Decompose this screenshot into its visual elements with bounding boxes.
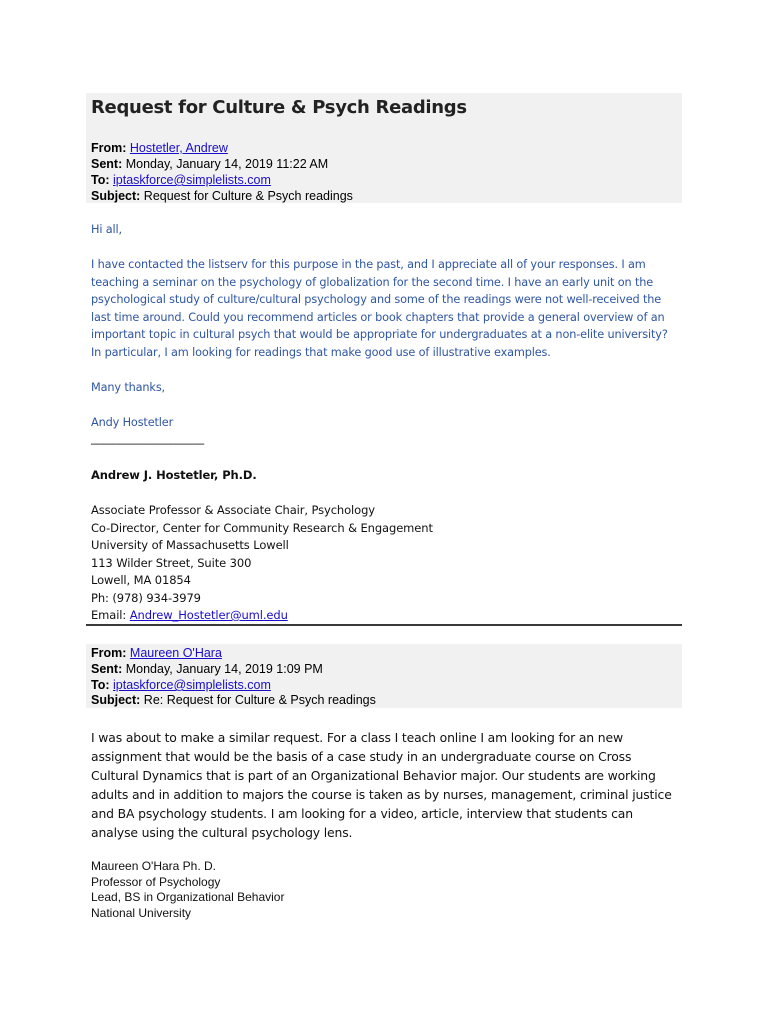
email2-from-line — [91, 645, 222, 661]
email1-subject-value: Request for Culture & Psych readings — [143, 189, 353, 203]
email2-subject-line — [91, 692, 376, 708]
signature-line: Co-Director, Center for Community Research & Engagement — [91, 520, 433, 535]
email1-recipient-link[interactable]: iptaskforce@simplelists.com — [113, 173, 271, 187]
email1-to-line — [91, 172, 271, 188]
email2-signature-block — [91, 859, 284, 921]
email1-greeting: Hi all, — [91, 223, 122, 236]
message-divider — [86, 624, 682, 626]
email2-sender-link[interactable]: Maureen O'Hara — [129, 646, 222, 660]
sent-label: Sent: — [91, 157, 123, 171]
body-line: important topic in cultural psych that would be appropriate for undergraduates at a non-elite university? — [91, 328, 668, 341]
email2-to-line — [91, 677, 271, 693]
email2-recipient-link[interactable]: iptaskforce@simplelists.com — [113, 678, 271, 692]
email1-sent-value: Monday, January 14, 2019 11:22 AM — [125, 157, 329, 171]
email1-signature-block — [91, 502, 433, 625]
body-line: Cultural Dynamics that is part of an Organizational Behavior major. Our students are working — [91, 768, 656, 783]
email-label: Email: — [91, 608, 127, 622]
body-line: last time around. Could you recommend articles or book chapters that provide a general overview of an — [91, 310, 665, 324]
body-line: teaching a seminar on the psychology of globalization for the second time. I have an early unit on the — [91, 275, 654, 289]
email1-signoff: Andy Hostetler — [91, 416, 174, 429]
email2-body — [91, 728, 691, 842]
body-line: assignment that would be the basis of a case study in an undergraduate course on Cross — [91, 749, 632, 764]
signature-line: Maureen O'Hara Ph. D. — [91, 859, 217, 873]
subject-label: Subject: — [91, 189, 141, 203]
signature-line: 113 Wilder Street, Suite 300 — [91, 555, 252, 570]
body-line: I have contacted the listserv for this purpose in the past, and I appreciate all of your responses. I am — [91, 258, 646, 271]
signature-line: Associate Professor & Associate Chair, Psychology — [91, 503, 375, 517]
signature-line: Professor of Psychology — [91, 874, 221, 889]
signature-separator: ____________________ — [91, 431, 205, 445]
subject-label: Subject: — [91, 693, 141, 707]
signature-line: Lead, BS in Organizational Behavior — [91, 890, 285, 904]
email2-sent-line — [91, 661, 323, 677]
signature-email-line — [91, 607, 433, 625]
signature-line: Lowell, MA 01854 — [91, 573, 191, 587]
signature-line: National University — [91, 905, 192, 920]
body-line: psychological study of culture/cultural psychology and some of the readings were not well-received the — [91, 293, 662, 306]
to-label: To: — [91, 678, 110, 692]
to-label: To: — [91, 173, 110, 187]
body-line: In particular, I am looking for readings that make good use of illustrative examples. — [91, 345, 551, 359]
email2-sent-value: Monday, January 14, 2019 1:09 PM — [125, 662, 323, 676]
signature-name: Andrew J. Hostetler, Ph.D. — [91, 468, 257, 482]
email1-subject-line — [91, 188, 353, 204]
email2-subject-value: Re: Request for Culture & Psych readings — [143, 693, 376, 707]
body-line: I was about to make a similar request. For a class I teach online I am looking for an new — [91, 730, 623, 745]
body-line: analyse using the cultural psychology lens. — [91, 825, 353, 840]
from-label: From: — [91, 646, 127, 660]
signature-line: University of Massachusetts Lowell — [91, 538, 289, 552]
email1-sent-line — [91, 156, 328, 172]
signature-email-link[interactable]: Andrew_Hostetler@uml.edu — [129, 608, 288, 622]
sent-label: Sent: — [91, 662, 123, 676]
from-label: From: — [91, 141, 127, 155]
body-line: adults and in addition to majors the course is taken as by nurses, management, criminal justice — [91, 787, 672, 802]
email1-closing: Many thanks, — [91, 381, 165, 394]
email1-from-line — [91, 140, 228, 156]
page-title: Request for Culture & Psych Readings — [91, 97, 467, 118]
body-line: and BA psychology students. I am looking for a video, article, interview that students can — [91, 806, 633, 821]
signature-line: Ph: (978) 934-3979 — [91, 590, 201, 605]
email1-body — [91, 256, 691, 361]
email1-sender-link[interactable]: Hostetler, Andrew — [129, 141, 228, 155]
